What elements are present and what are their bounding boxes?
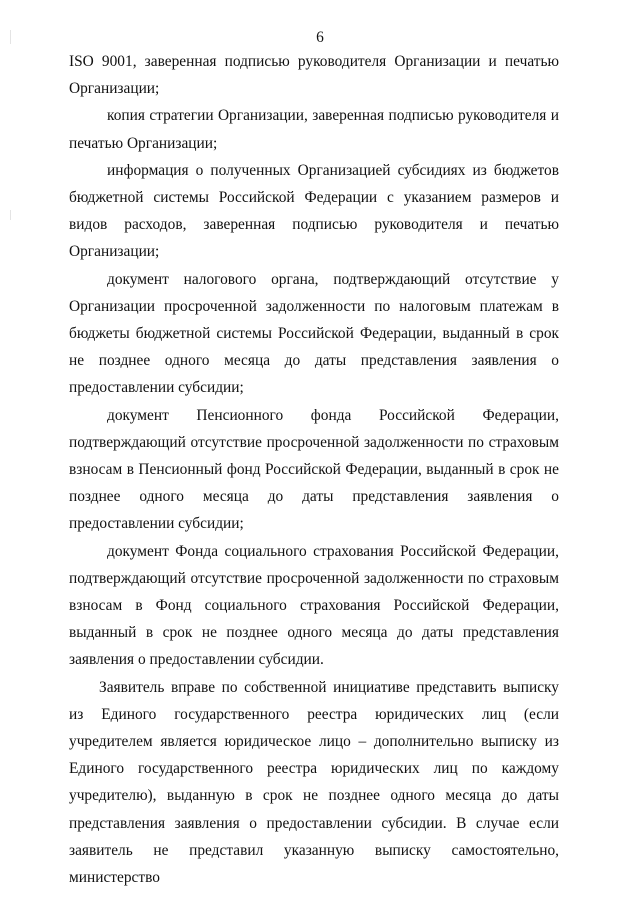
document-body — [69, 48, 559, 891]
list-item-social-insurance-document: документ Фонда социального страхования Российской Федерации, подтверждающий отсутствие просроченной задолженности по страховым взносам в Фонд социального страхования Российской Федерации, выданный в срок не позднее одного месяца до даты представления заявления о предоставлении субсидии. — [69, 542, 559, 669]
list-item-strategy-copy: копия стратегии Организации, заверенная подписью руководителя и печатью Организации; — [69, 107, 559, 152]
applicant-right-paragraph: Заявитель вправе по собственной инициативе представить выписку из Единого государственного реестра юридических лиц (если учредителем является юридическое лицо – дополнительно выписку из Единого государственного реестра юридических лиц по каждому учредителю), выданную в срок не позднее одного месяца до даты представления заявления о предоставлении субсидии. В случае если заявитель не представил указанную выписку самостоятельно, министерство — [69, 678, 559, 887]
list-item-subsidy-info: информация о полученных Организацией субсидиях из бюджетов бюджетной системы Российской Федерации с указанием размеров и видов расходов, заверенная подписью руководителя и печатью Организации; — [69, 161, 559, 261]
list-item-pension-fund-document: документ Пенсионного фонда Российской Федерации, подтверждающий отсутствие просроченной задолженности по страховым взносам в Пенсионный фонд Российской Федерации, выданный в срок не позднее одного месяца до даты представления заявления о предоставлении субсидии; — [69, 406, 559, 533]
page-number: 6 — [316, 29, 324, 46]
scan-margin-mark — [10, 210, 11, 220]
list-item-tax-authority-document: документ налогового органа, подтверждающий отсутствие у Организации просроченной задолженности по налоговым платежам в бюджеты бюджетной системы Российской Федерации, выданный в срок не позднее одного месяца до даты представления заявления о предоставлении субсидии; — [69, 270, 559, 397]
list-item-continuation: ISO 9001, заверенная подписью руководителя Организации и печатью Организации; — [69, 53, 559, 98]
